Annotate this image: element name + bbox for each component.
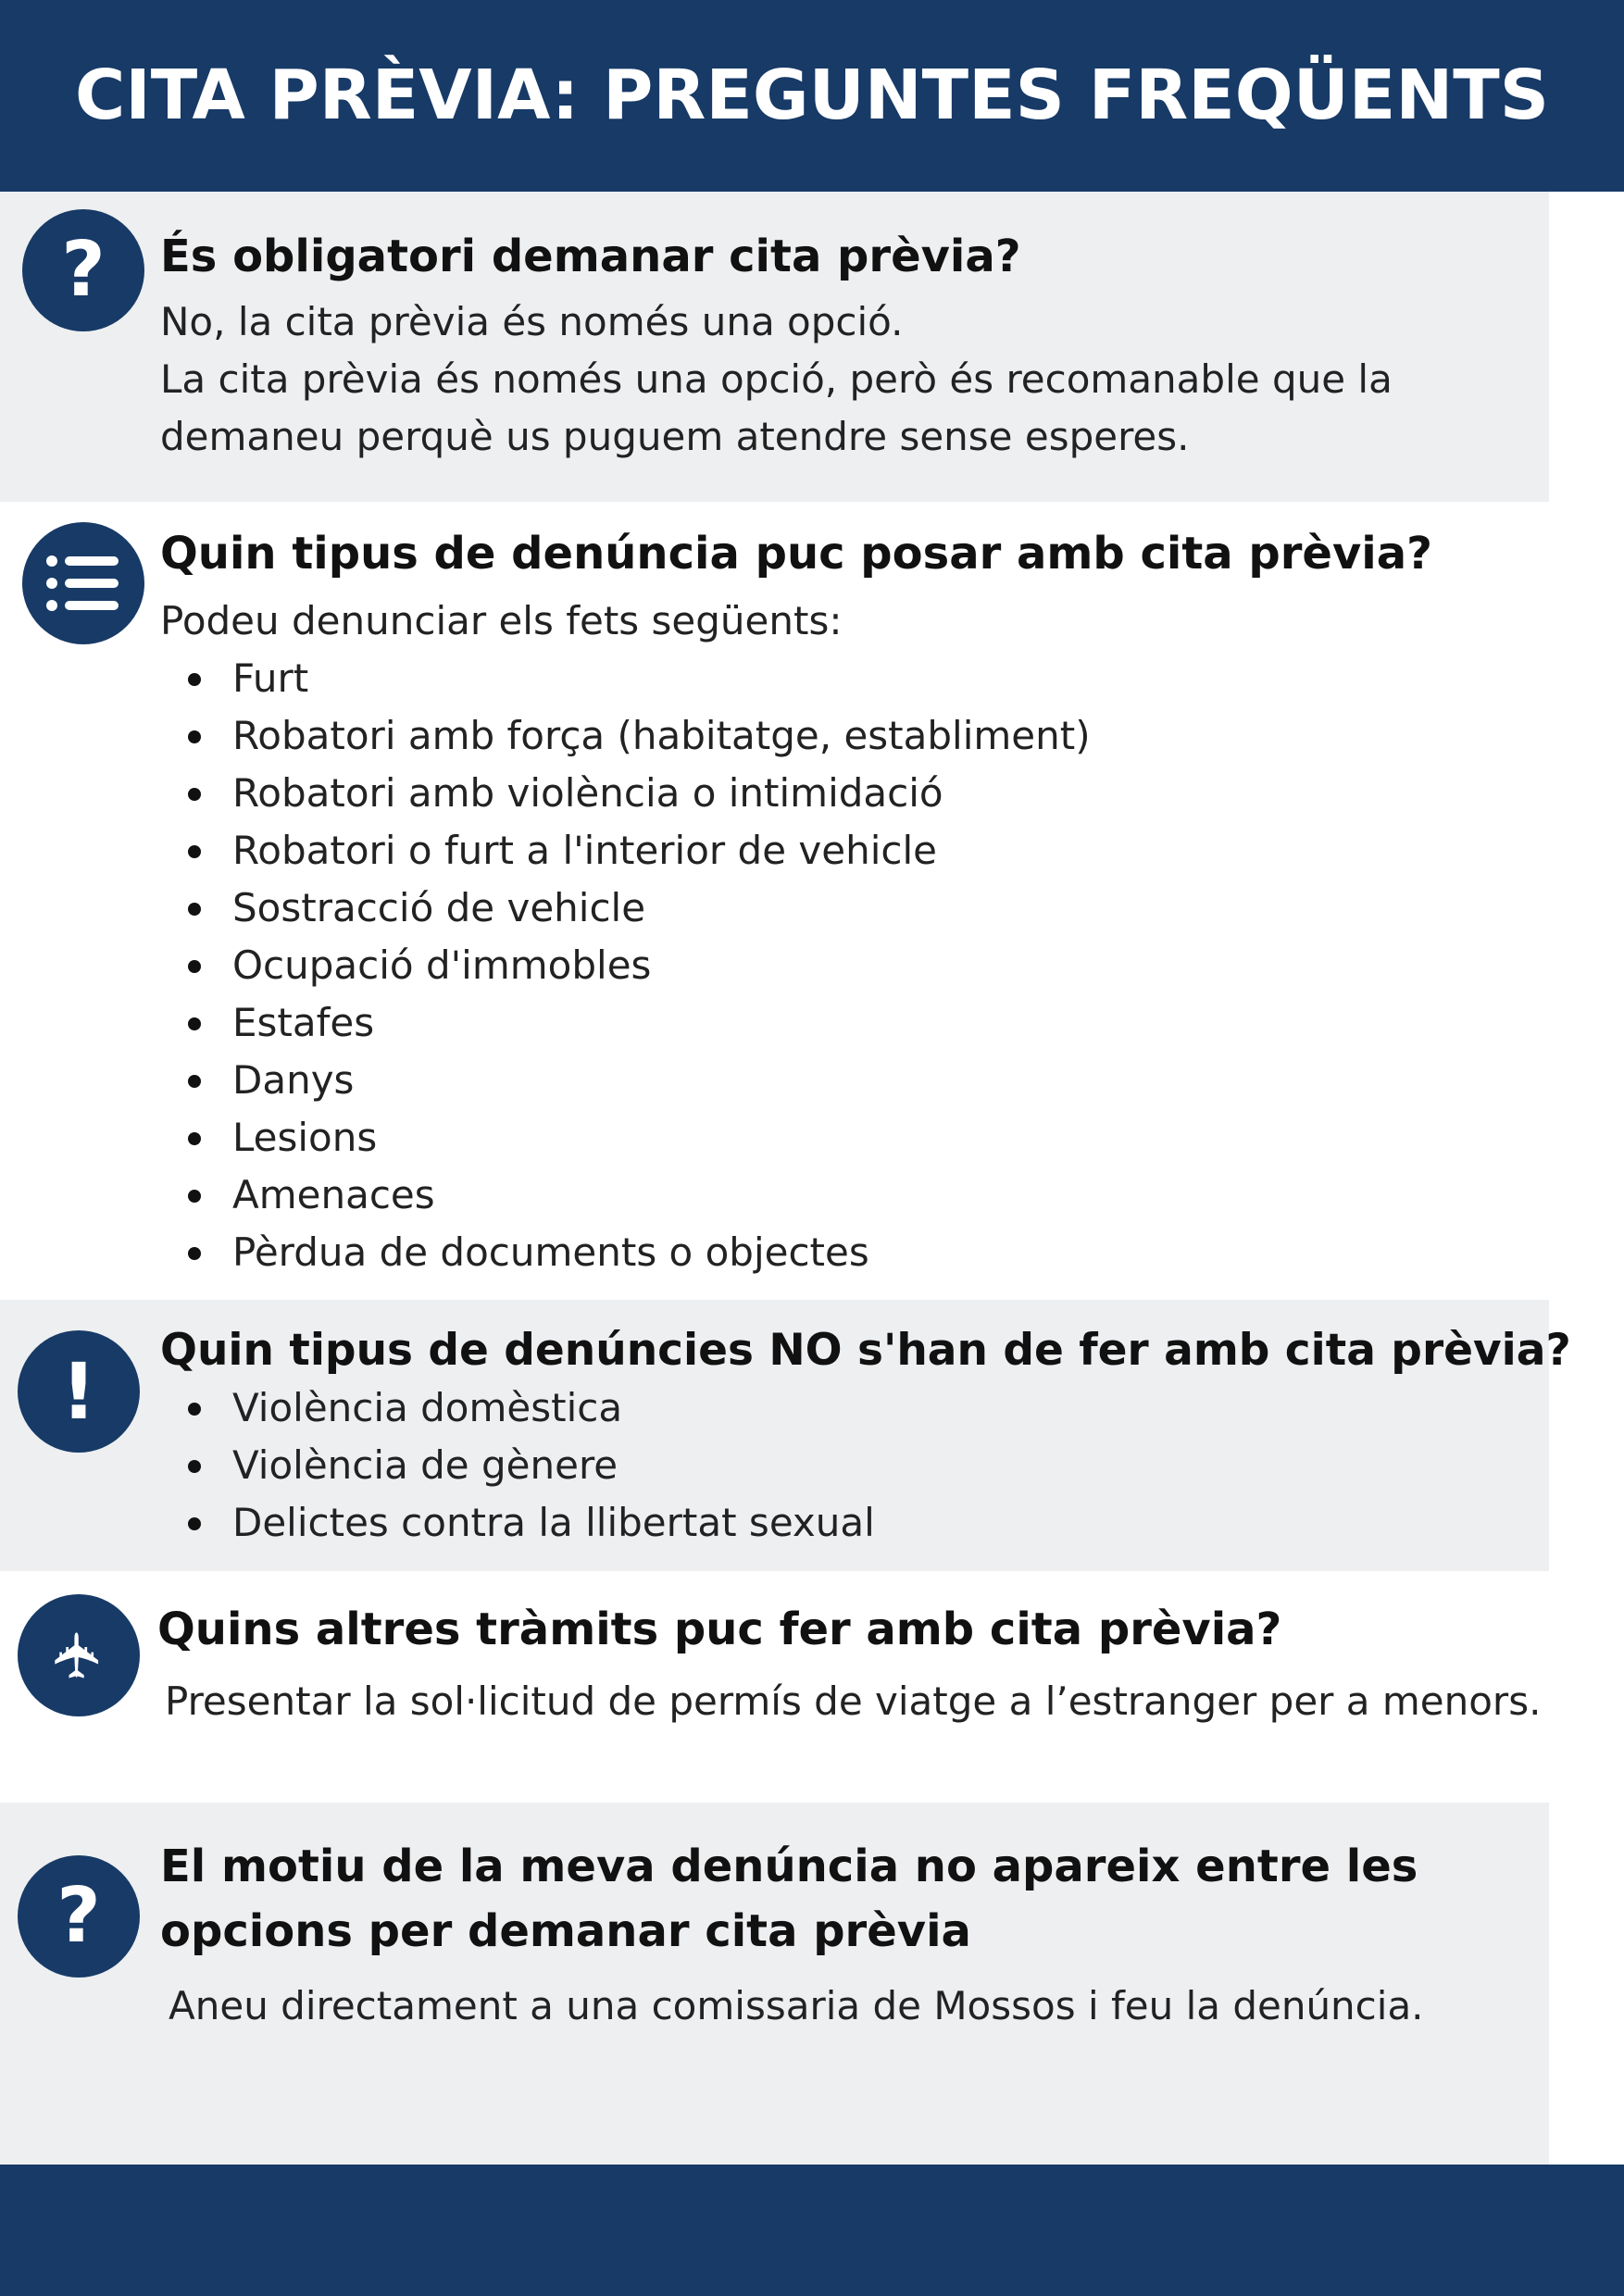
faq-answer: [169, 1978, 1424, 2035]
list-item: [160, 937, 1091, 994]
faq-section-motiu-no-apareix: [0, 1803, 1549, 2165]
list-item-text: Robatori amb força (habitatge, establiment): [232, 713, 1091, 758]
bullet: [188, 1132, 201, 1145]
answer-text: Presentar la sol·licitud de permís de viatge a l’estranger per a menors.: [165, 1678, 1542, 1724]
list-item: [160, 1224, 1091, 1281]
faq-answer: [160, 593, 1091, 1281]
list-item: [160, 1109, 1091, 1167]
list-item: [160, 1052, 1091, 1109]
bullet: [188, 1017, 201, 1030]
answer-line: demaneu perquè us puguem atendre sense esperes.: [160, 414, 1190, 459]
list-item: [160, 822, 1091, 880]
list-item: [160, 765, 1091, 822]
offense-list: [160, 650, 1091, 1281]
list-item-text: Robatori amb violència o intimidació: [232, 770, 943, 816]
bullet: [188, 730, 201, 743]
page-footer: [0, 2165, 1624, 2296]
faq-section-no-cita: [0, 1300, 1571, 1571]
list-item-text: Pèrdua de documents o objectes: [232, 1229, 869, 1275]
bullet: [188, 845, 201, 858]
question-mark-glyph: ?: [56, 1872, 101, 1960]
list-item-text: Ocupació d'immobles: [232, 942, 652, 988]
bullet: [188, 673, 201, 686]
faq-section-altres-tramits: [0, 1571, 1549, 1803]
question-mark-glyph: ?: [61, 226, 106, 314]
faq-question: [160, 1834, 1418, 1964]
faq-answer: [165, 1673, 1541, 1730]
bullet: [188, 903, 201, 916]
list-item-text: Amenaces: [232, 1172, 435, 1217]
bullet: [188, 788, 201, 801]
answer-intro: Podeu denunciar els fets següents:: [160, 598, 843, 643]
page-header: [0, 0, 1624, 192]
faq-answer: [160, 293, 1393, 466]
question-mark-icon: [22, 209, 144, 331]
airplane-glyph: ✈: [41, 1628, 115, 1682]
list-item-text: Furt: [232, 655, 309, 701]
faq-question: Quins altres tràmits puc fer amb cita prèvia?: [157, 1603, 1282, 1655]
answer-line: La cita prèvia és només una opció, però és recomanable que la: [160, 356, 1393, 402]
airplane-icon: [18, 1594, 140, 1716]
list-item-text: Estafes: [232, 1000, 375, 1045]
faq-question: És obligatori demanar cita prèvia?: [160, 231, 1021, 282]
bullet: [188, 960, 201, 973]
bullet: [188, 1247, 201, 1260]
bullet: [188, 1190, 201, 1203]
list-item: [160, 1494, 875, 1552]
list-item: [160, 1437, 875, 1494]
list-icon-svg: [46, 554, 120, 613]
bullet: [188, 1075, 201, 1088]
exclamation-glyph: !: [60, 1346, 97, 1437]
list-item: [160, 707, 1091, 765]
bullet: [188, 1460, 201, 1473]
faq-answer: [160, 1379, 875, 1552]
list-item-text: Robatori o furt a l'interior de vehicle: [232, 828, 937, 873]
faq-section-obligatori: [0, 192, 1549, 502]
list-item-text: Danys: [232, 1057, 355, 1103]
list-item: [160, 1167, 1091, 1224]
question-line: opcions per demanar cita prèvia: [160, 1905, 971, 1957]
list-item: [160, 650, 1091, 707]
bullet: [188, 1403, 201, 1416]
list-item: [160, 880, 1091, 937]
answer-text: Aneu directament a una comissaria de Mossos i feu la denúncia.: [169, 1983, 1424, 2028]
exclamation-icon: [18, 1330, 140, 1453]
answer-line: No, la cita prèvia és només una opció.: [160, 299, 904, 344]
bullet: [188, 1517, 201, 1530]
list-item-text: Violència de gènere: [232, 1442, 618, 1488]
faq-question: Quin tipus de denúncia puc posar amb cita prèvia?: [160, 528, 1432, 580]
list-icon: [22, 522, 144, 644]
list-item-text: Violència domèstica: [232, 1385, 623, 1430]
question-line: El motiu de la meva denúncia no apareix entre les: [160, 1841, 1418, 1892]
page-title: CITA PRÈVIA: PREGUNTES FREQÜENTS: [74, 55, 1550, 135]
faq-section-tipus-denuncia: [0, 502, 1549, 1300]
faq-question: Quin tipus de denúncies NO s'han de fer amb cita prèvia?: [160, 1325, 1571, 1376]
list-item-text: Sostracció de vehicle: [232, 885, 646, 930]
excluded-list: [160, 1379, 875, 1552]
list-item-text: Lesions: [232, 1115, 378, 1160]
question-mark-icon: [18, 1855, 140, 1978]
list-item-text: Delictes contra la llibertat sexual: [232, 1500, 875, 1545]
list-item: [160, 994, 1091, 1052]
list-item: [160, 1379, 875, 1437]
